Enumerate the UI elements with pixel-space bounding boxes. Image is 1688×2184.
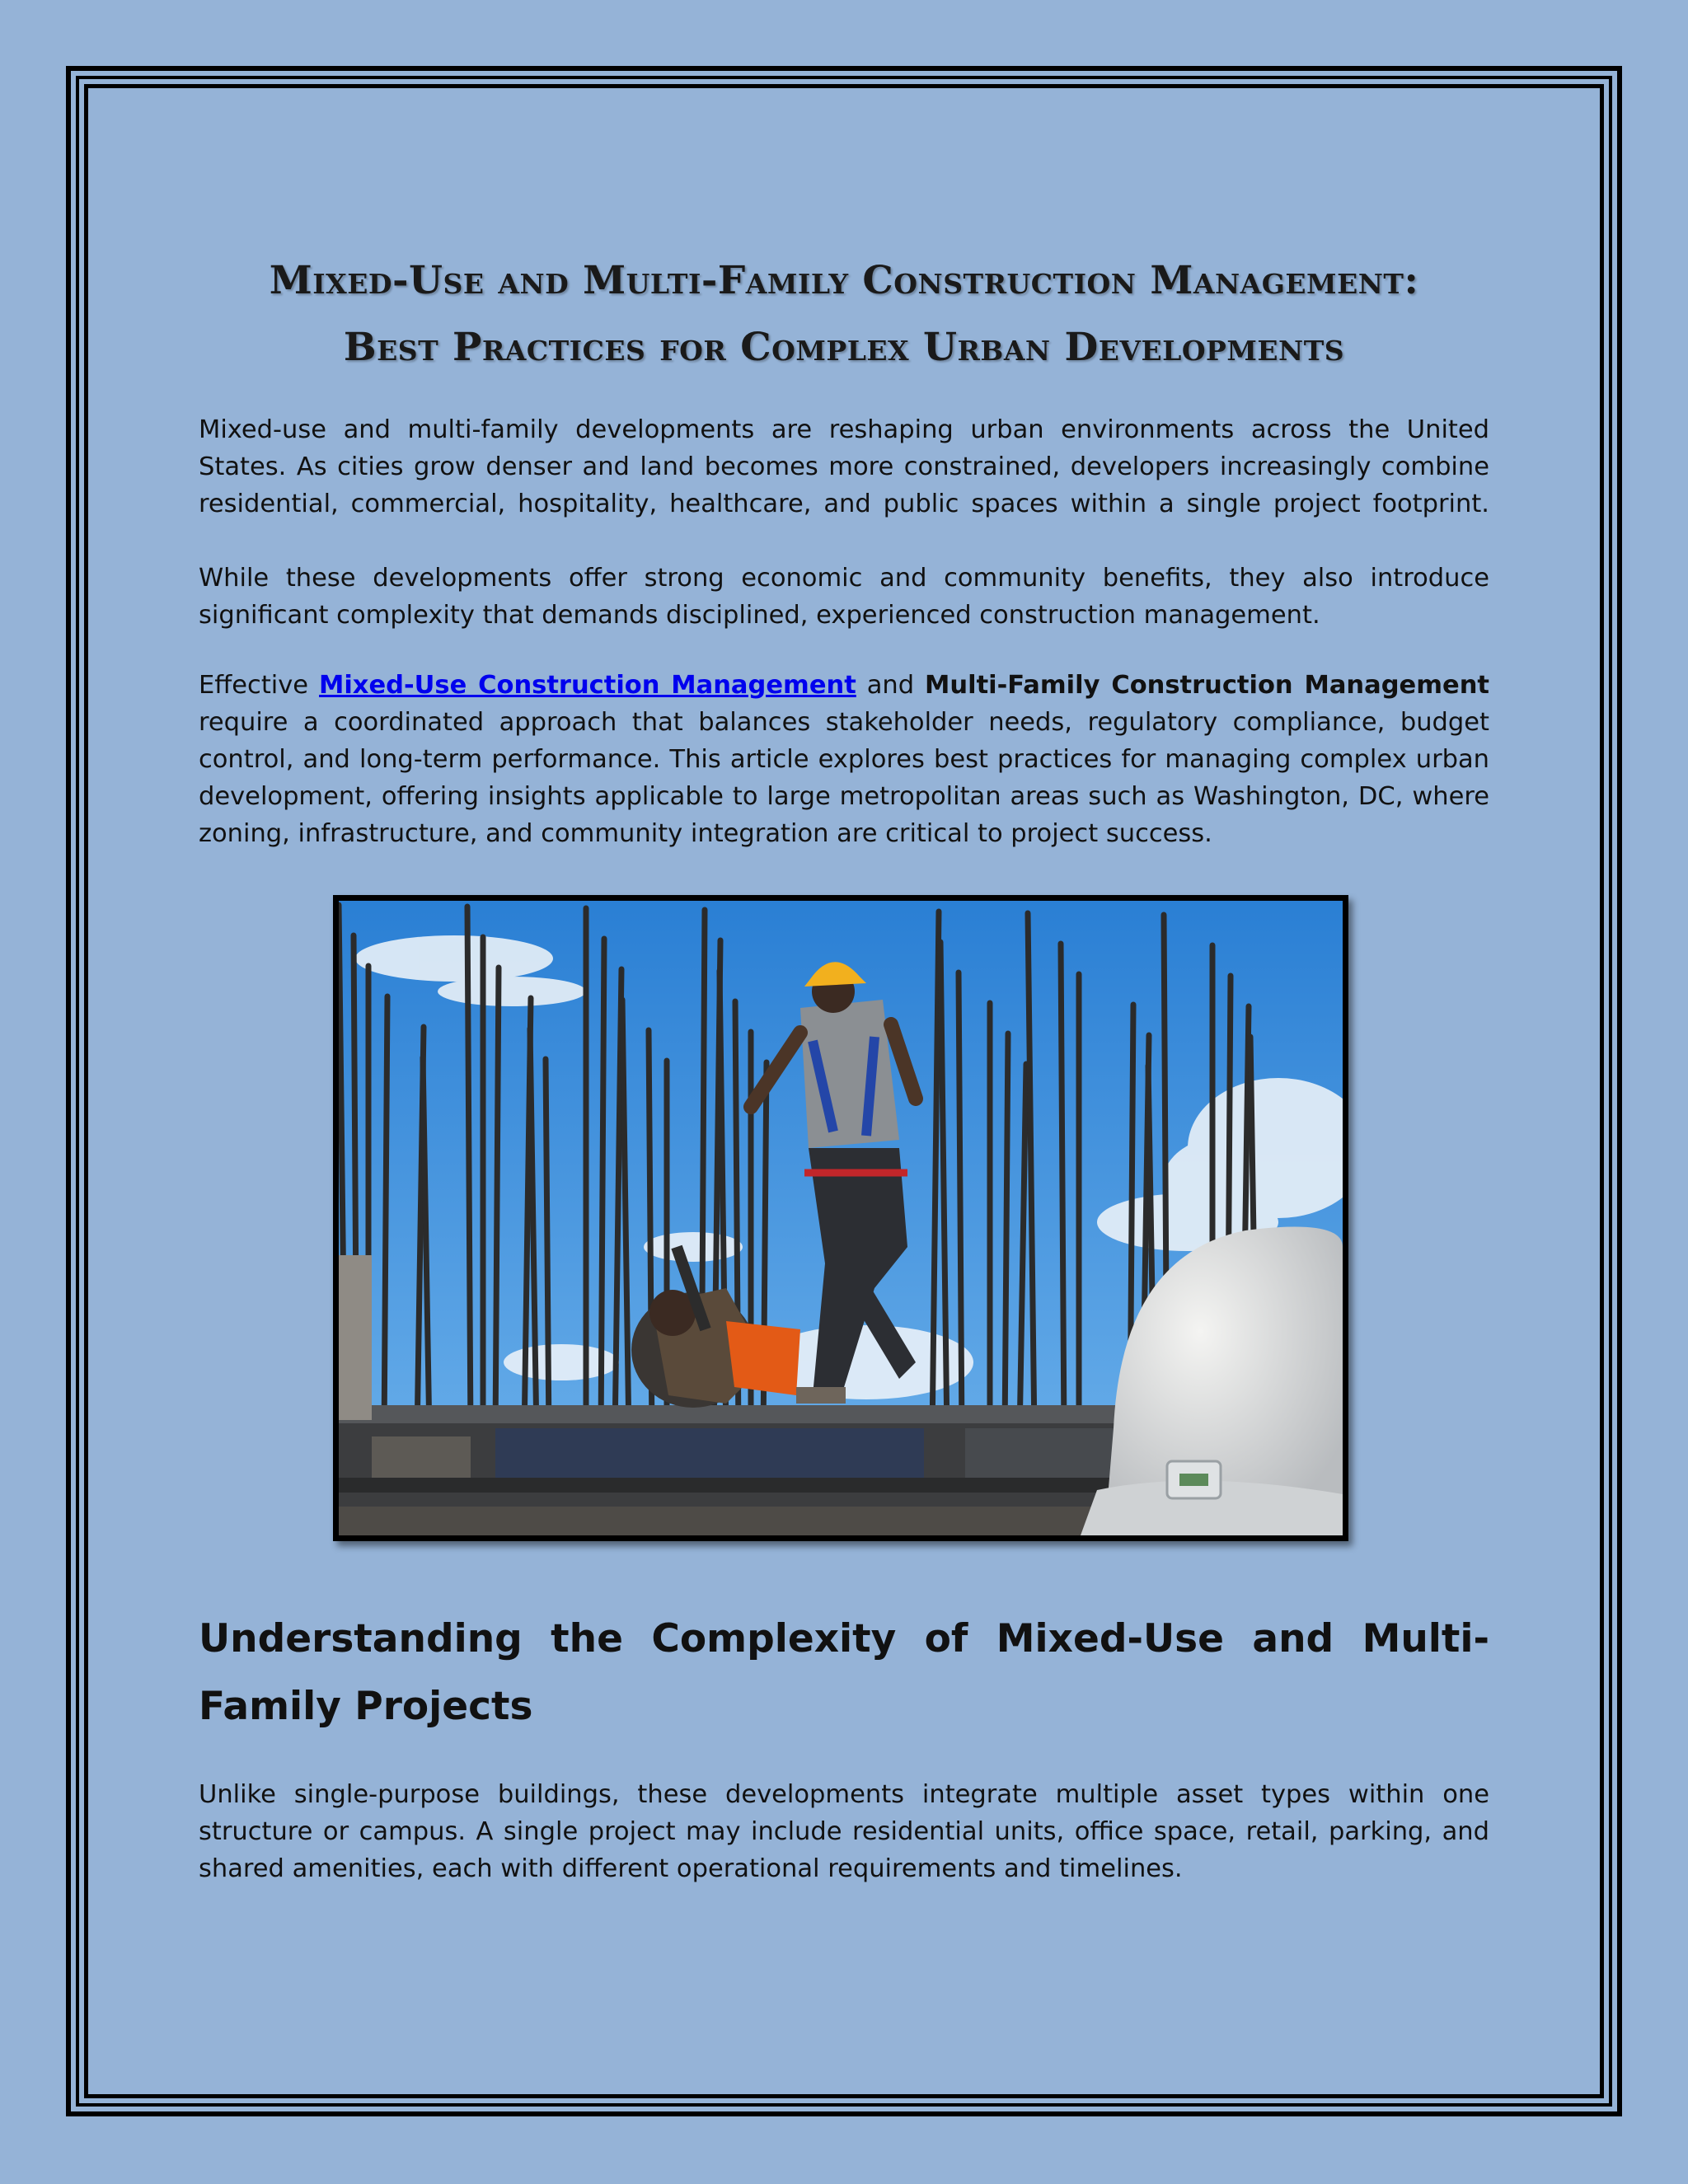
rebar-rod bbox=[1005, 1033, 1008, 1436]
title-line-1: Mixed-Use and Multi-Family Construction Management: bbox=[269, 258, 1419, 303]
title-line-2: Best Practices for Complex Urban Developments bbox=[343, 325, 1345, 370]
paragraph-effective-management bbox=[199, 667, 1489, 852]
paragraph-complexity: While these developments offer strong economic and community benefits, they also introduce significant complexity that demands disciplined, experienced construction management. bbox=[199, 564, 1489, 630]
rebar-rod bbox=[384, 996, 387, 1436]
multi-family-construction-management-bold: Multi-Family Construction Management bbox=[925, 671, 1489, 700]
document-body bbox=[199, 247, 1489, 1887]
rebar-rod bbox=[467, 907, 471, 1436]
paragraph-lead-text: Effective bbox=[199, 671, 319, 700]
section-heading: Understanding the Complexity of Mixed-Use and Multi-Family Projects bbox=[199, 1616, 1489, 1729]
construction-photo-illustration bbox=[339, 901, 1343, 1535]
construction-workers-photo bbox=[333, 895, 1348, 1541]
rebar-rod bbox=[1061, 944, 1064, 1436]
document-title bbox=[199, 247, 1489, 381]
mixed-use-construction-management-link[interactable]: Mixed-Use Construction Management bbox=[319, 671, 856, 700]
rebar-rod bbox=[959, 972, 962, 1436]
intro-paragraph: Mixed-use and multi-family developments are reshaping urban environments across the United States. As cities grow denser and land becomes more constrained, developers increasingly combine residential, commercial, hospitality, healthcare, and public spaces within a single project footprint. bbox=[199, 415, 1489, 518]
paragraph-rest-text: require a coordinated approach that balances stakeholder needs, regulatory compliance, budget control, and long-term performance. This article explores best practices for managing complex urban development, offering insights applicable to large metropolitan areas such as Washington, DC, where zoning, infrastructure, and community integration are critical to project success. bbox=[199, 708, 1489, 848]
rebar-rod bbox=[495, 968, 499, 1436]
rebar-rod bbox=[601, 939, 604, 1436]
paragraph-asset-types: Unlike single-purpose buildings, these developments integrate multiple asset types within one structure or campus. A single project may include residential units, office space, retail, parking, and shared amenities, each with different operational requirements and timelines. bbox=[199, 1780, 1489, 1883]
rebar-rod bbox=[546, 1059, 549, 1436]
paragraph-connector-text: and bbox=[856, 671, 926, 700]
